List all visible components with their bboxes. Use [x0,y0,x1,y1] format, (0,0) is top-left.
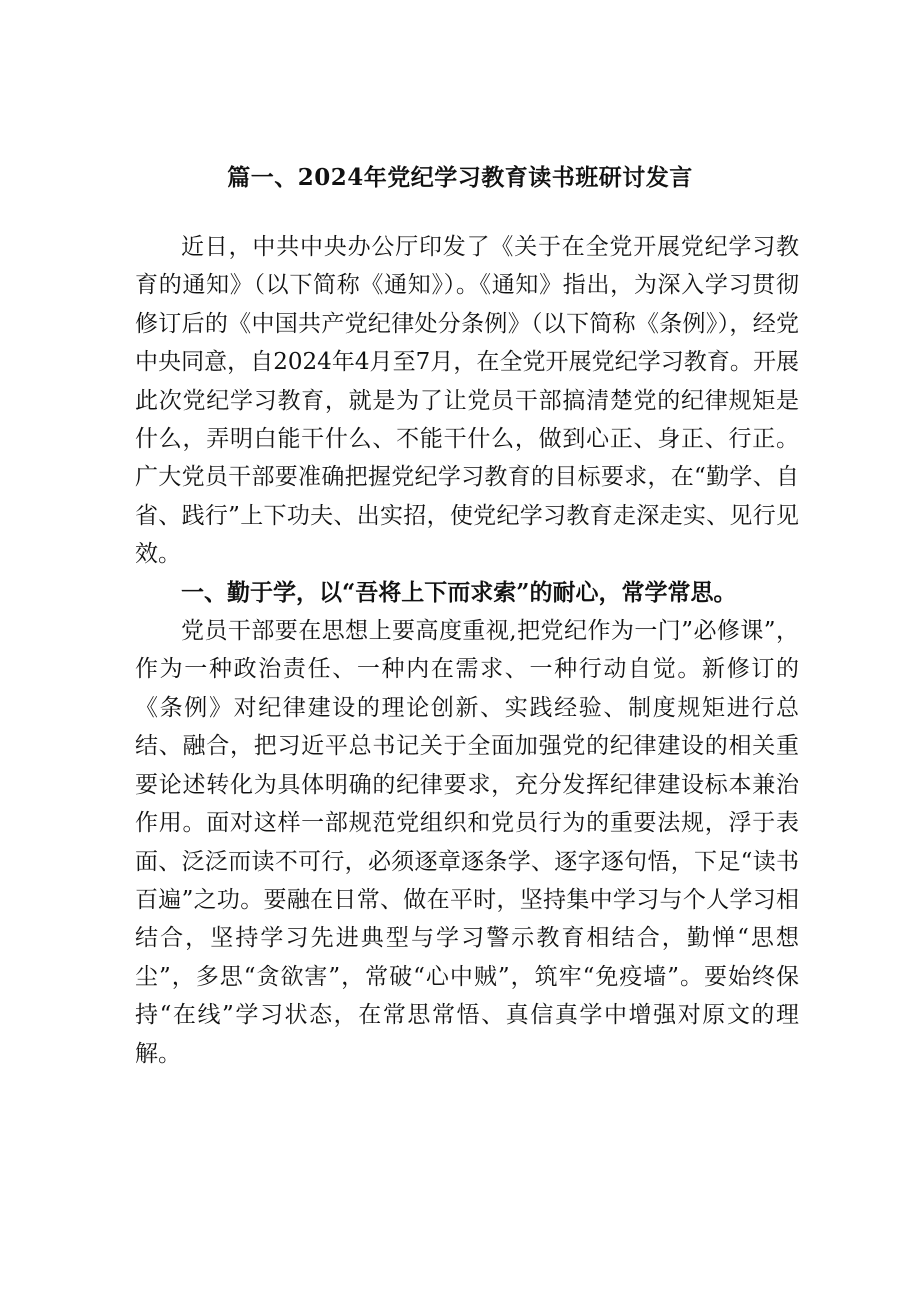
document-title: 篇一、2024年党纪学习教育读书班研讨发言 [227,164,693,191]
document-body [135,228,799,1073]
section-heading-1: 一、勤于学，以“吾将上下而求索”的耐心，常学常思。 [181,578,737,606]
paragraph-intro: 近日，中共中央办公厅印发了《关于在全党开展党纪学习教育的通知》（以下简称《通知》）。《通知》指出，为深入学习贯彻修订后的《中国共产党纪律处分条例》（以下简称《条例》），经党中央同意，自2024年4月至7月，在全党开展党纪学习教育。开展此次党纪学习教育，就是为了让党员干部搞清楚党的纪律规矩是什么，弄明白能干什么、不能干什么，做到心正、身正、行正。广大党员干部要准确把握党纪学习教育的目标要求，在“勤学、自省、践行”上下功夫、出实招，使党纪学习教育走深走实、见行见效。 [135,234,799,568]
paragraph-section-1: 党员干部要在思想上要高度重视,把党纪作为一门”必修课”，作为一种政治责任、一种内在需求、一种行动自觉。新修订的《条例》对纪律建设的理论创新、实践经验、制度规矩进行总结、融合，把习近平总书记关于全面加强党的纪律建设的相关重要论述转化为具体明确的纪律要求，充分发挥纪律建设标本兼治作用。面对这样一部规范党组织和党员行为的重要法规，浮于表面、泛泛而读不可行，必须逐章逐条学、逐字逐句悟，下足“读书百遍”之功。要融在日常、做在平时，坚持集中学习与个人学习相结合，坚持学习先进典型与学习警示教育相结合，勤惮“思想尘”，多思“贪欲害”，常破“心中贼”，筑牢“免疫墙”。要始终保持“在线”学习状态，在常思常悟、真信真学中增强对原文的理解。 [135,618,799,1067]
